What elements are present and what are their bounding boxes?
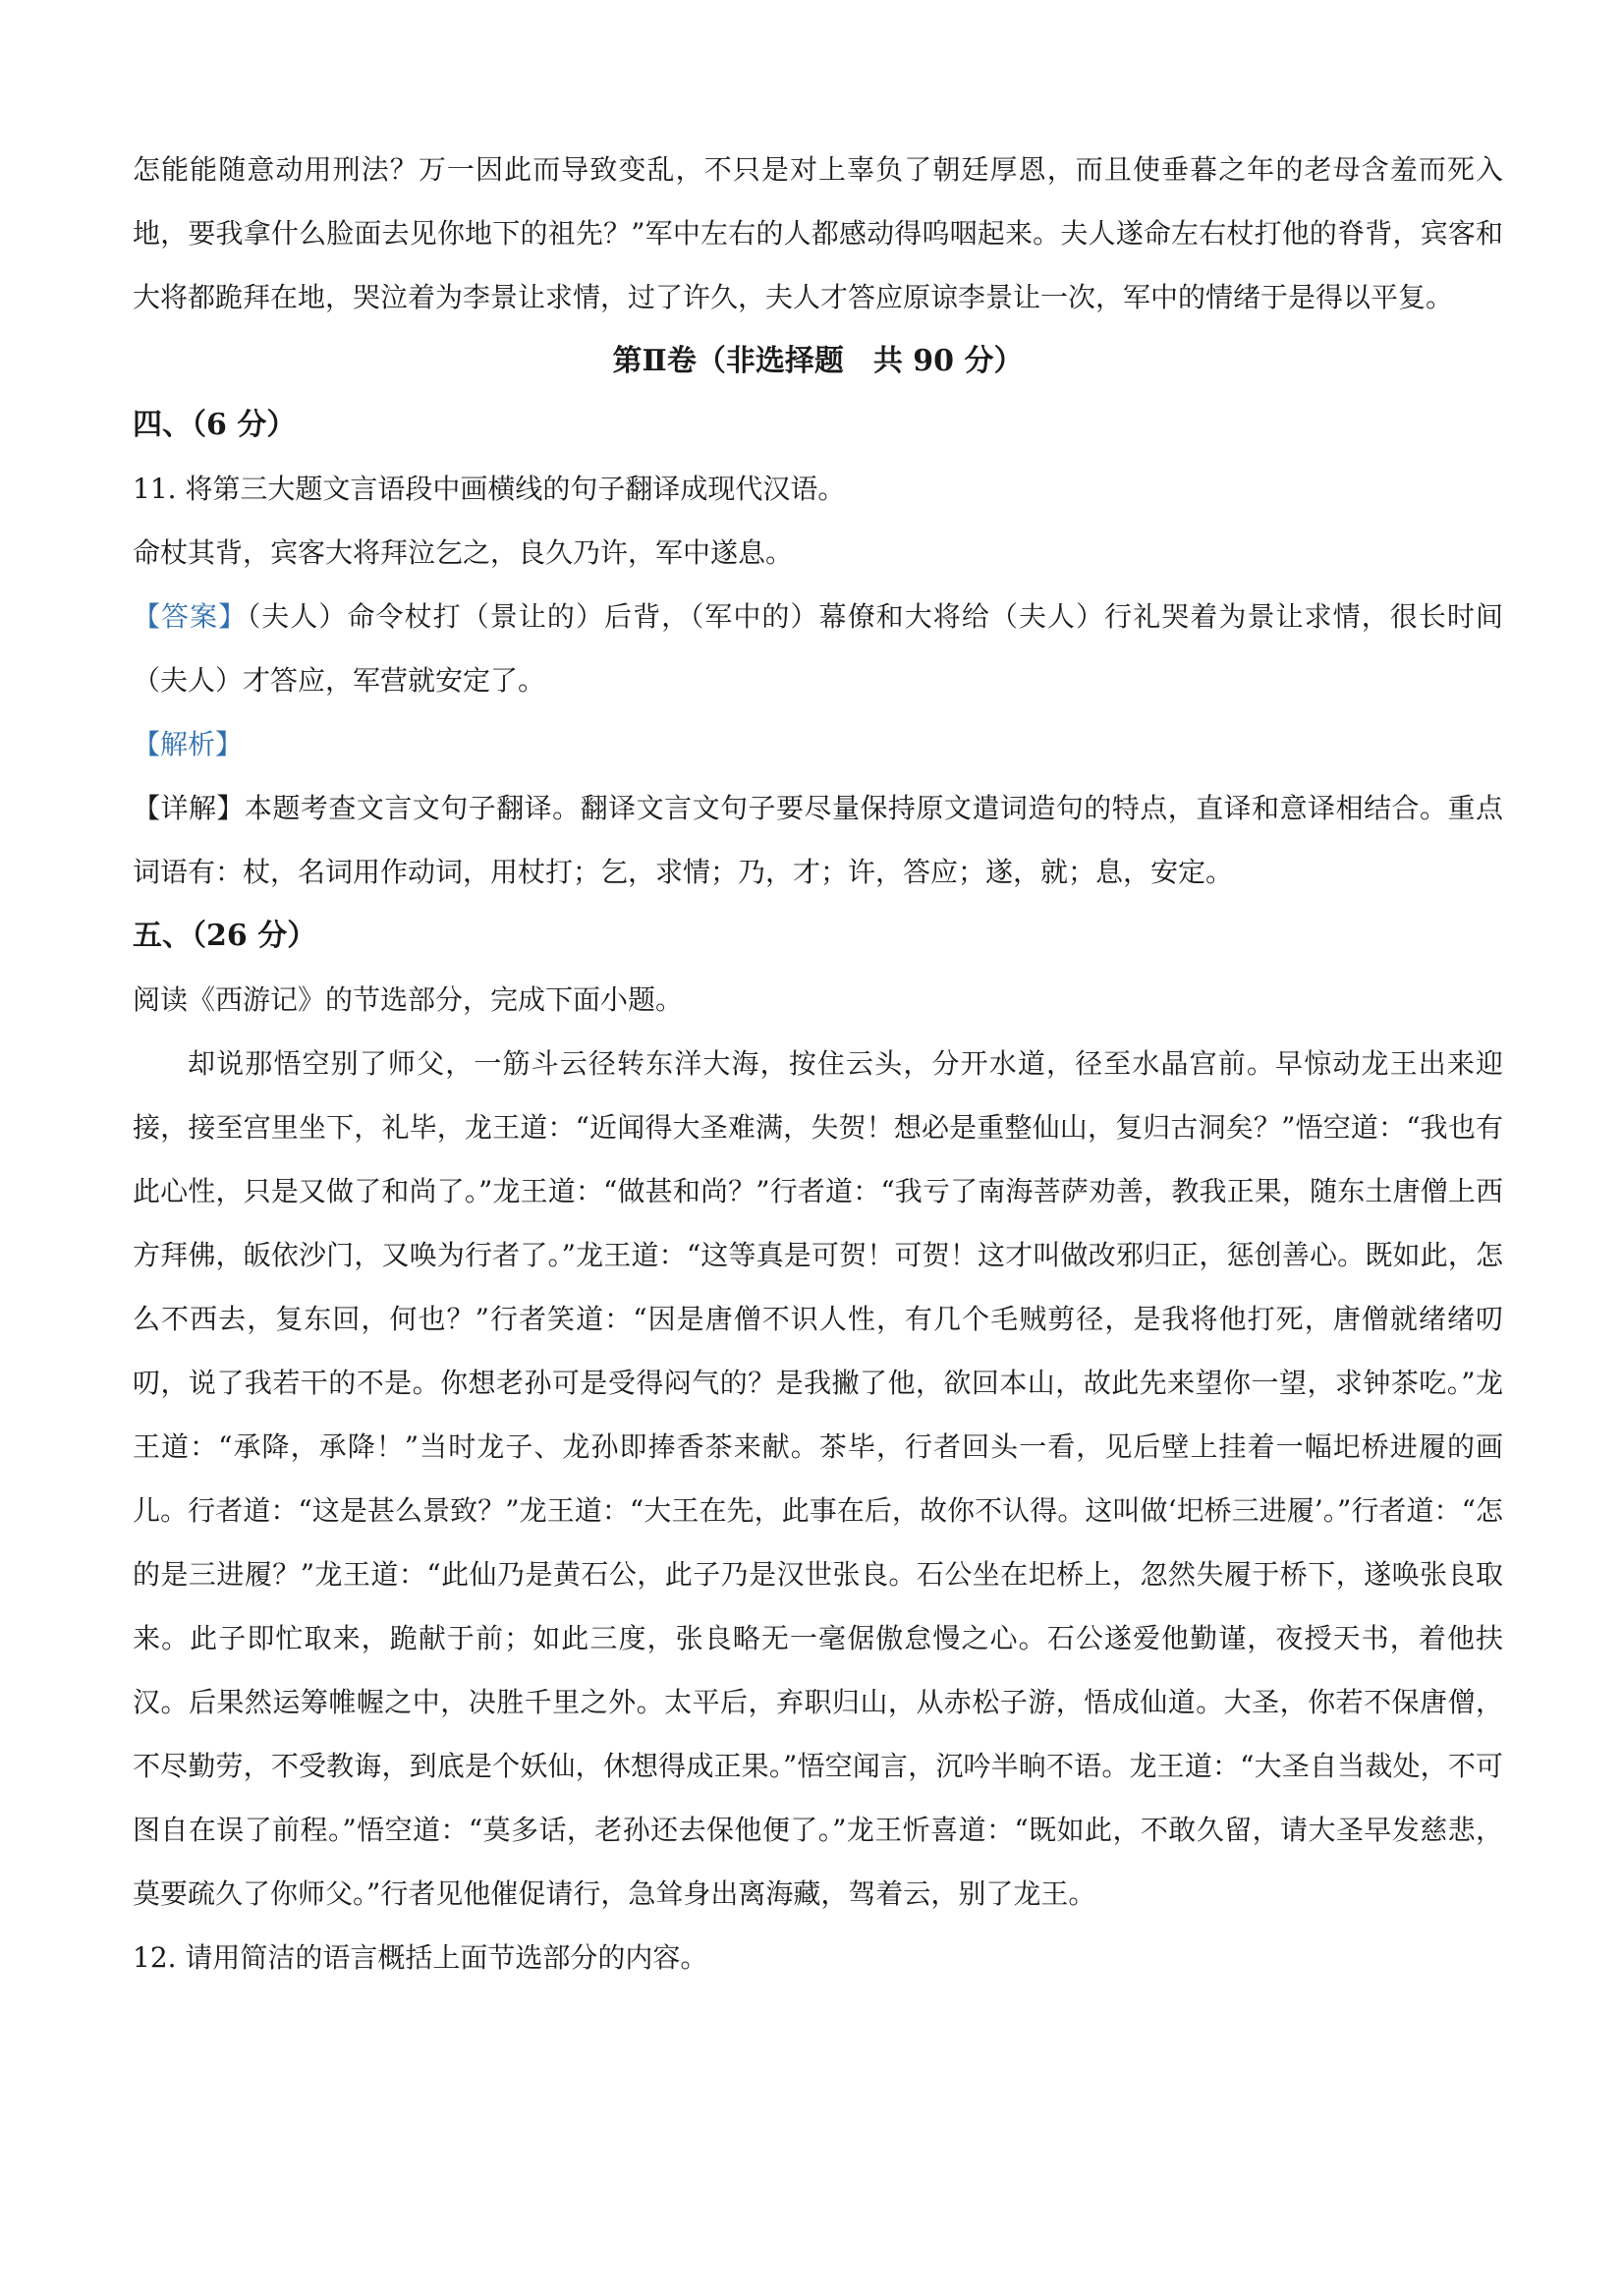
section4-heading: 四、（6 分）: [133, 408, 297, 442]
analysis-tag: 【解析】: [133, 728, 244, 760]
answer-text: （夫人）命令杖打（景让的）后背，（军中的）幕僚和大将给（夫人）行礼哭着为景让求情，很长时间（夫人）才答应，军营就安定了。: [133, 600, 1503, 697]
detail-tag: 【详解】: [133, 792, 245, 824]
section5-intro: 阅读《西游记》的节选部分，完成下面小题。: [133, 983, 684, 1016]
question-11-sentence: 命杖其背，宾客大将拜泣乞之，良久乃许，军中遂息。: [133, 536, 794, 569]
question-12: 12. 请用简洁的语言概括上面节选部分的内容。: [133, 1941, 708, 1974]
answer-tag: 【答案】: [133, 600, 248, 633]
journey-west-passage: 却说那悟空别了师父，一筋斗云径转东洋大海，按住云头，分开水道，径至水晶宫前。早惊动龙王出来迎接，接至宫里坐下，礼毕，龙王道：“近闻得大圣难满，失贺！想必是重整仙山，复归古洞矣？”悟空道：“我也有此心性，只是又做了和尚了。”龙王道：“做甚和尚？”行者道：“我亏了南海菩萨劝善，教我正果，随东土唐僧上西方拜佛，皈依沙门，又唤为行者了。”龙王道：“这等真是可贺！可贺！这才叫做改邪归正，惩创善心。既如此，怎么不西去，复东回，何也？”行者笑道：“因是唐僧不识人性，有几个毛贼剪径，是我将他打死，唐僧就绪绪叨叨，说了我若干的不是。你想老孙可是受得闷气的？是我撇了他，欲回本山，故此先来望你一望，求钟茶吃。”龙王道：“承降，承降！”当时龙子、龙孙即捧香茶来献。茶毕，行者回头一看，见后壁上挂着一幅圯桥进履的画儿。行者道：“这是甚么景致？”龙王道：“大王在先，此事在后，故你不认得。这叫做‘圯桥三进履’。”行者道：“怎的是三进履？”龙王道：“此仙乃是黄石公，此子乃是汉世张良。石公坐在圯桥上，忽然失履于桥下，遂唤张良取来。此子即忙取来，跪献于前；如此三度，张良略无一毫倨傲怠慢之心。石公遂爱他勤谨，夜授天书，着他扶汉。后果然运筹帷幄之中，决胜千里之外。太平后，弃职归山，从赤松子游，悟成仙道。大圣，你若不保唐僧，不尽勤劳，不受教诲，到底是个妖仙，休想得成正果。”悟空闻言，沉吟半晌不语。龙王道：“大圣自当裁处，不可图自在误了前程。”悟空道：“莫多话，老孙还去保他便了。”龙王忻喜道：“既如此，不敢久留，请大圣早发慈悲，莫要疏久了你师父。”行者见他催促请行，急耸身出离海藏，驾着云，别了龙王。: [133, 1047, 1503, 1910]
detail-paragraph: [133, 776, 1503, 904]
section5-heading: 五、（26 分）: [133, 919, 317, 953]
continuation-paragraph: 怎能能随意动用刑法？万一因此而导致变乱，不只是对上辜负了朝廷厚恩，而且使垂暮之年的老母含羞而死入地，要我拿什么脸面去见你地下的祖先？”军中左右的人都感动得呜咽起来。夫人遂命左右杖打他的脊背，宾客和大将都跪拜在地，哭泣着为李景让求情，过了许久，夫人才答应原谅李景让一次，军中的情绪于是得以平复。: [133, 153, 1503, 313]
part2-title: 第Ⅱ卷（非选择题 共 90 分）: [612, 344, 1024, 378]
detail-text: 本题考查文言文句子翻译。翻译文言文句子要尽量保持原文遣词造句的特点，直译和意译相结合。重点词语有：杖，名词用作动词，用杖打；乞，求情；乃，才；许，答应；遂，就；息，安定。: [133, 792, 1503, 888]
answer-paragraph: [133, 585, 1503, 712]
analysis-paragraph: [133, 712, 1503, 776]
document-page: [133, 138, 1503, 1989]
question-11: 11. 将第三大题文言语段中画横线的句子翻译成现代汉语。: [133, 473, 846, 505]
